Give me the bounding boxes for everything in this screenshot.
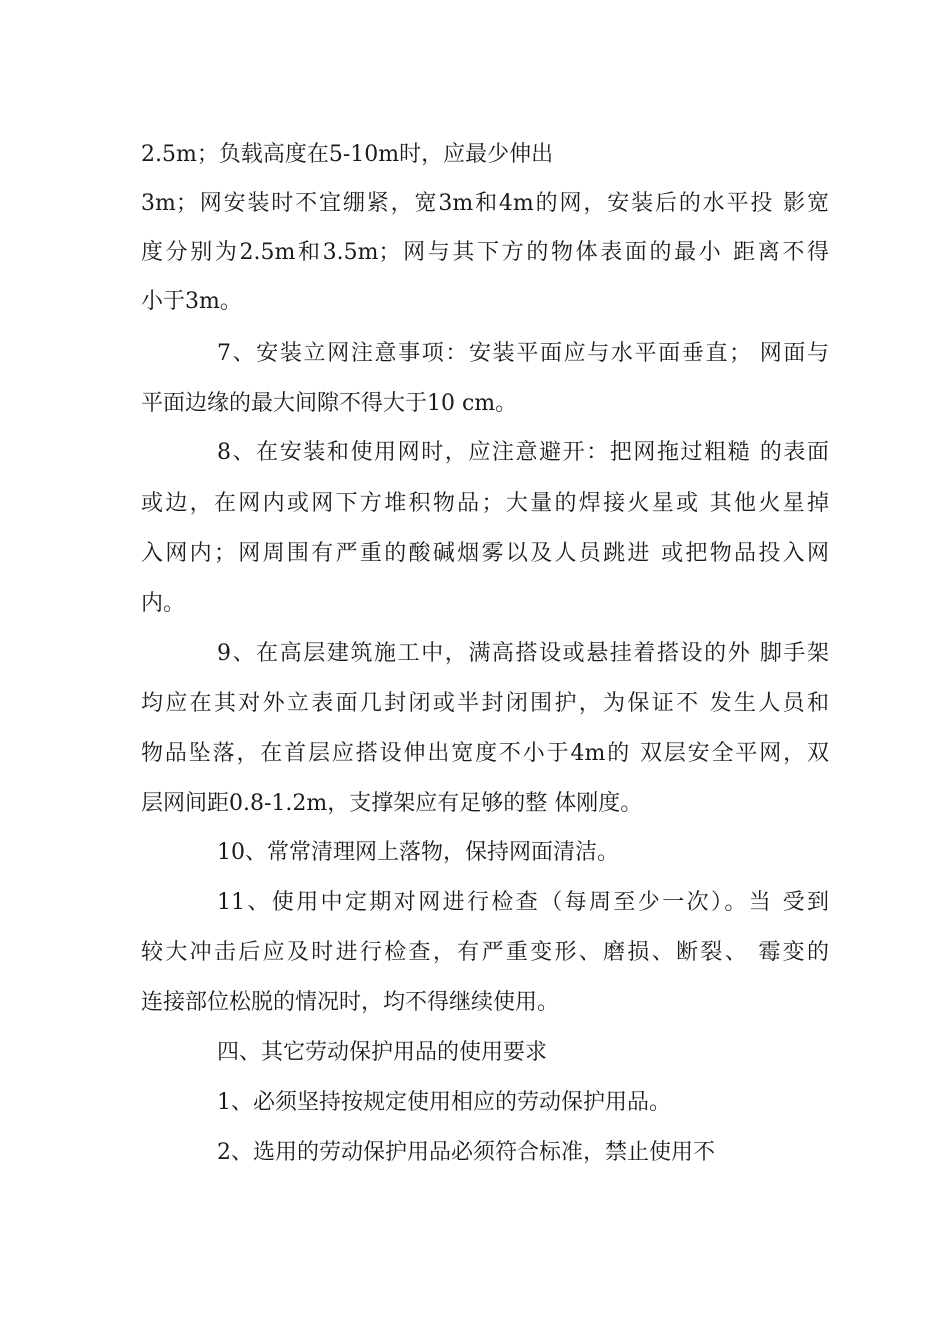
text-line: 小于3m。 — [141, 289, 242, 314]
paragraph-10: 10、常常清理网上落物，保持网面清洁。 — [217, 840, 619, 865]
item-2: 2、选用的劳动保护用品必须符合标准，禁止使用不 — [217, 1140, 715, 1165]
paragraph-9-start: 9、在高层建筑施工中，满高搭设或悬挂着搭设的外 脚手架 — [217, 641, 829, 666]
section-heading: 四、其它劳动保护用品的使用要求 — [217, 1040, 548, 1065]
text-line: 连接部位松脱的情况时，均不得继续使用。 — [141, 990, 560, 1015]
text-line: 入网内；网周围有严重的酸碱烟雾以及人员跳进 或把物品投入网 — [141, 541, 829, 566]
text-line: 物品坠落，在首层应搭设伸出宽度不小于4m的 双层安全平网，双 — [141, 741, 829, 766]
text-line: 均应在其对外立表面几封闭或半封闭围护，为保证不 发生人员和 — [141, 691, 829, 716]
text-line: 平面边缘的最大间隙不得大于10 cm。 — [141, 391, 518, 416]
text-line: 度分别为2.5m和3.5m；网与其下方的物体表面的最小 距离不得 — [141, 240, 829, 265]
paragraph-7-start: 7、安装立网注意事项：安装平面应与水平面垂直； 网面与 — [217, 341, 829, 366]
text-line: 较大冲击后应及时进行检查，有严重变形、磨损、断裂、 霉变的 — [141, 940, 829, 965]
text-line: 内。 — [141, 591, 186, 616]
item-1: 1、必须坚持按规定使用相应的劳动保护用品。 — [217, 1090, 671, 1115]
text-line: 或边，在网内或网下方堆积物品；大量的焊接火星或 其他火星掉 — [141, 491, 829, 516]
paragraph-11-start: 11、使用中定期对网进行检查（每周至少一次）。当 受到 — [217, 890, 829, 915]
text-line: 3m；网安装时不宜绷紧，宽3m和4m的网，安装后的水平投 影宽 — [141, 191, 829, 216]
text-line: 2.5m；负载高度在5-10m时，应最少伸出 — [141, 142, 554, 167]
paragraph-8-start: 8、在安装和使用网时，应注意避开：把网拖过粗糙 的表面 — [217, 440, 829, 465]
text-line: 层网间距0.8-1.2m，支撑架应有足够的整 体刚度。 — [141, 791, 643, 816]
